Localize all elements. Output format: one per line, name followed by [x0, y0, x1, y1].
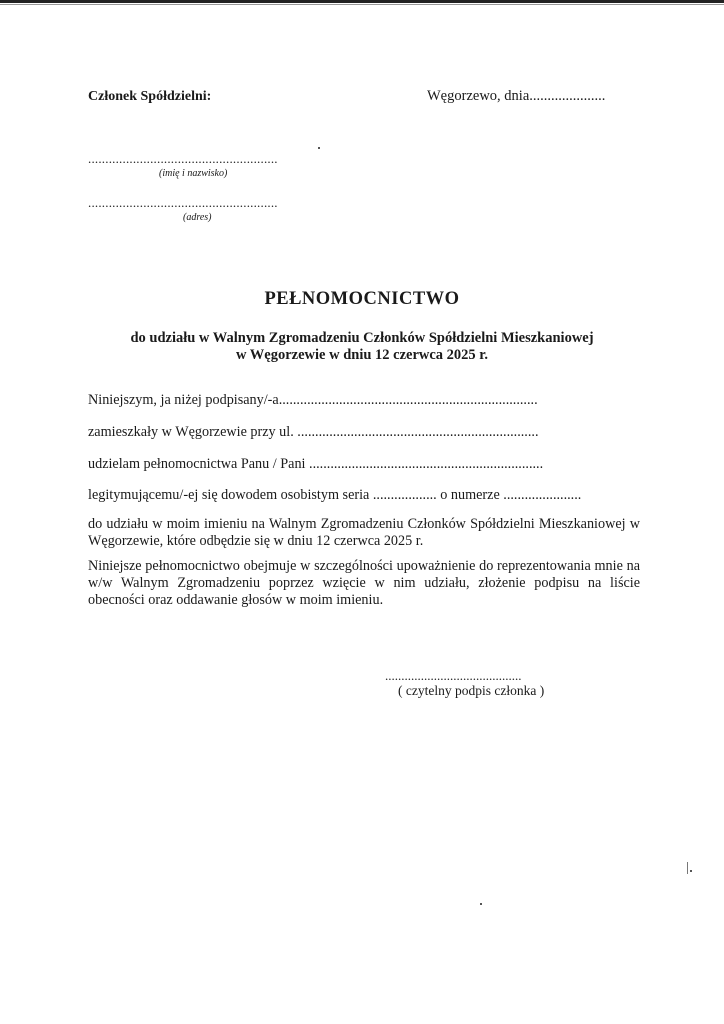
name-caption: (imię i nazwisko)	[159, 168, 228, 179]
document-subtitle-line2: w Węgorzewie w dniu 12 czerwca 2025 r.	[235, 347, 489, 363]
address-field-dots: .......................................................	[88, 195, 278, 210]
address-caption: (adres)	[183, 212, 212, 223]
paragraph-scope: Niniejsze pełnomocnictwo obejmuje w szczególności upoważnienie do reprezentowania mnie na w/w Walnym Zgromadzeniu poprzez wzięcie w nim udziału, złożenie podpisu na liście obecności oraz oddawanie głosów w moim imieniu.	[88, 558, 640, 608]
scan-speck	[690, 870, 692, 872]
document-title: PEŁNOMOCNICTWO	[264, 289, 460, 309]
signature-dots: ..........................................	[385, 668, 522, 683]
form-line-signatory: Niniejszym, ja niżej podpisany/-a.........................................................................	[88, 392, 538, 408]
scan-edge	[0, 0, 724, 3]
form-line-address: zamieszkały w Węgorzewie przy ul. ....................................................................	[88, 424, 539, 440]
signature-caption: ( czytelny podpis członka )	[398, 683, 545, 698]
place-date: Węgorzewo, dnia.....................	[427, 88, 606, 104]
paragraph-purpose: do udziału w moim imieniu na Walnym Zgromadzeniu Członków Spółdzielni Mieszkaniowej w Węgorzewie, które odbędzie się w dniu 12 czerwca 2025 r.	[88, 516, 640, 549]
form-line-id: legitymującemu/-ej się dowodem osobistym seria .................. o numerze ......................	[88, 487, 582, 503]
scan-speck	[318, 147, 320, 149]
name-field-dots: .......................................................	[88, 151, 278, 166]
scan-speck	[480, 903, 482, 905]
form-line-proxy: udzielam pełnomocnictwa Panu / Pani ..................................................................	[88, 456, 544, 472]
member-label: Członek Spółdzielni:	[88, 89, 212, 104]
scan-edge-shadow	[0, 4, 724, 5]
document-subtitle-line1: do udziału w Walnym Zgromadzeniu Członków Spółdzielni Mieszkaniowej	[130, 330, 594, 346]
scan-mark	[687, 862, 688, 874]
